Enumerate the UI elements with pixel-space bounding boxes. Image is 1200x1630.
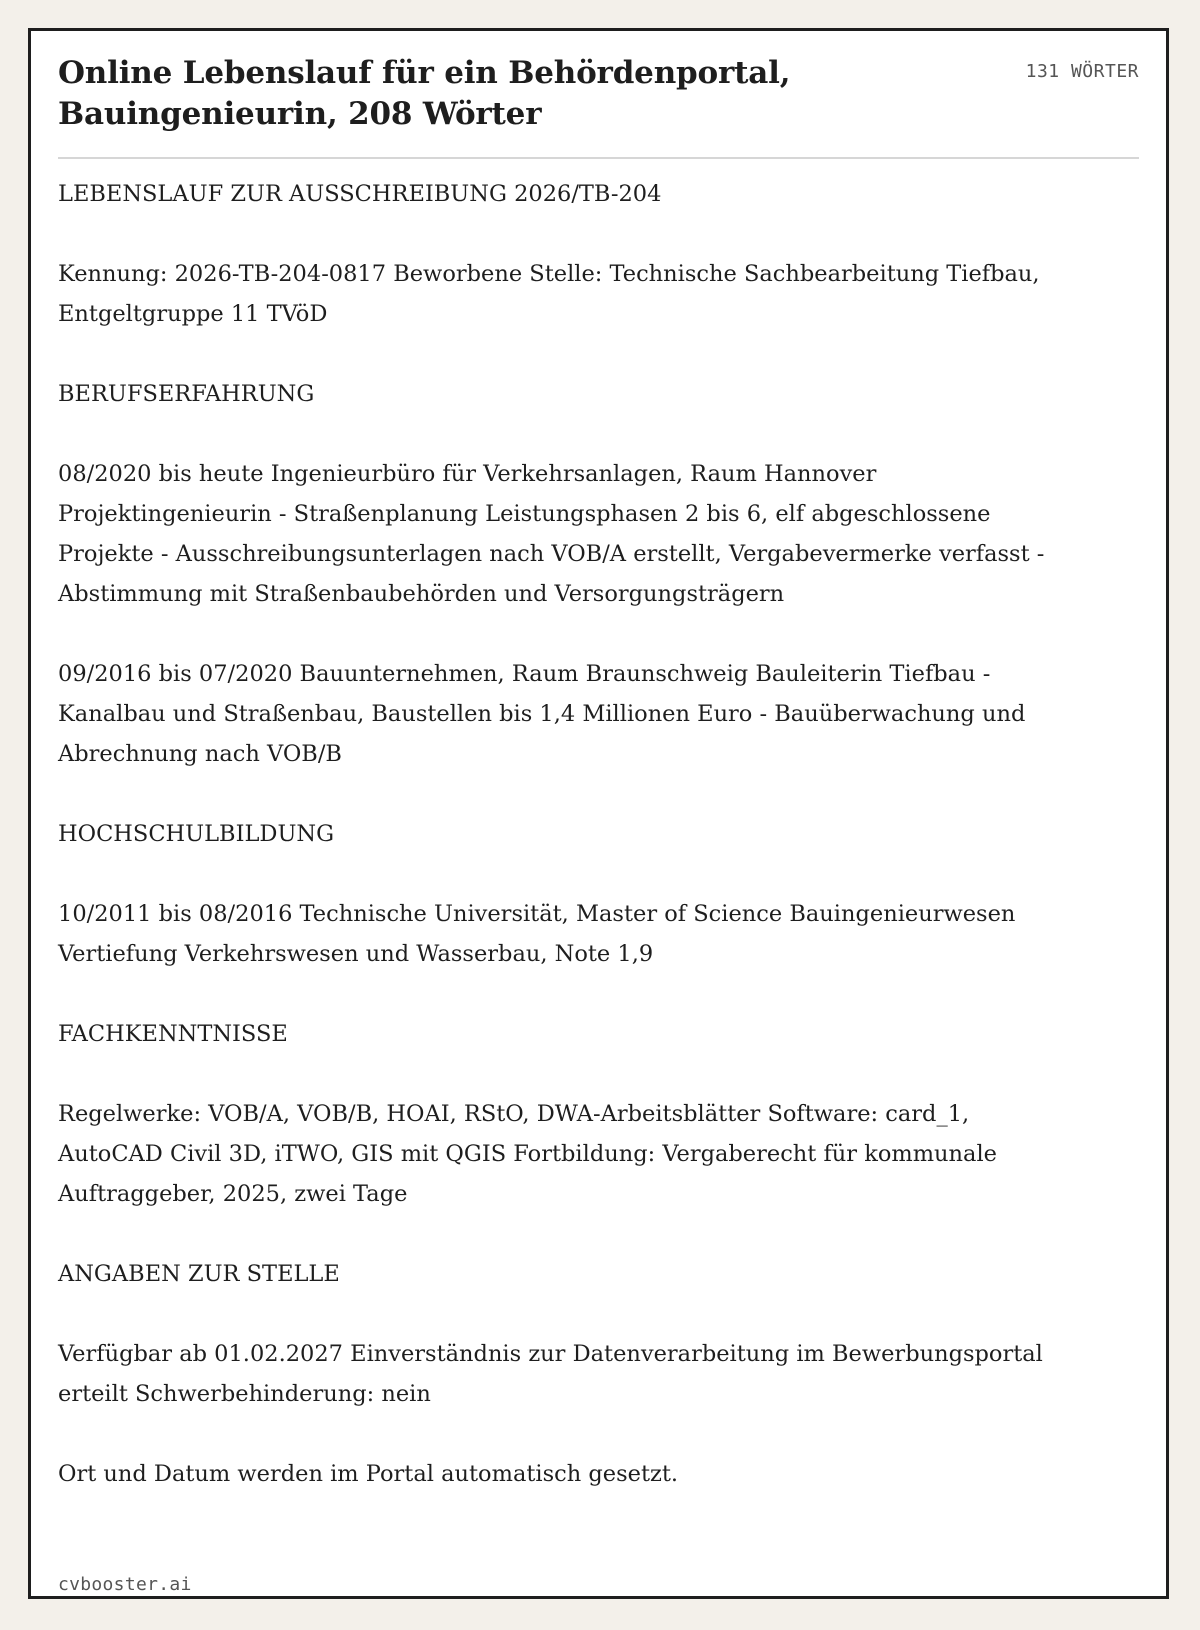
section-heading-education: HOCHSCHULBILDUNG [58, 821, 335, 847]
footer-brand: cvbooster.ai [58, 1574, 192, 1595]
identification-text: Kennung: 2026-TB-204-0817 Beworbene Stelle: Technische Sachbearbeitung Tiefbau, Entgeltgruppe 11 TVöD [58, 261, 1040, 327]
experience-entry: 09/2016 bis 07/2020 Bauunternehmen, Raum Braunschweig Bauleiterin Tiefbau - Kanalbau und Straßenbau, Baustellen bis 1,4 Millionen Euro - Bauüberwachung und Abrechnung nach VOB/B [58, 661, 1026, 767]
resume-card [28, 28, 1169, 1599]
page-title: Online Lebenslauf für ein Behördenportal, Bauingenieurin, 208 Wörter [58, 55, 791, 132]
section-heading-position: ANGABEN ZUR STELLE [58, 1261, 340, 1287]
experience-entry: 08/2020 bis heute Ingenieurbüro für Verkehrsanlagen, Raum Hannover Projektingenieurin - Straßenplanung Leistungsphasen 2 bis 6, elf abgeschlossene Projekte - Ausschreibungsunterlagen nach VOB/A erstellt, Vergabevermerke verfasst - Abstimmung mit Straßenbaubehörden und Versorgungsträgern [58, 461, 1045, 607]
word-count-badge: 131 WÖRTER [1025, 61, 1139, 82]
skills-text: Regelwerke: VOB/A, VOB/B, HOAI, RStO, DWA-Arbeitsblätter Software: card_1, AutoCAD Civil 3D, iTWO, GIS mit QGIS Fortbildung: Vergaberecht für kommunale Auftraggeber, 2025, zwei Tage [58, 1101, 997, 1207]
resume-content [58, 174, 1078, 1494]
closing-note: Ort und Datum werden im Portal automatisch gesetzt. [58, 1461, 679, 1487]
card-header [58, 53, 1139, 159]
education-entry: 10/2011 bis 08/2016 Technische Universität, Master of Science Bauingenieurwesen Vertiefung Verkehrswesen und Wasserbau, Note 1,9 [58, 901, 1016, 967]
document-heading: LEBENSLAUF ZUR AUSSCHREIBUNG 2026/TB-204 [58, 181, 662, 207]
section-heading-skills: FACHKENNTNISSE [58, 1021, 288, 1047]
position-info-text: Verfügbar ab 01.02.2027 Einverständnis zur Datenverarbeitung im Bewerbungsportal erteilt Schwerbehinderung: nein [58, 1341, 1043, 1407]
section-heading-experience: BERUFSERFAHRUNG [58, 381, 315, 407]
